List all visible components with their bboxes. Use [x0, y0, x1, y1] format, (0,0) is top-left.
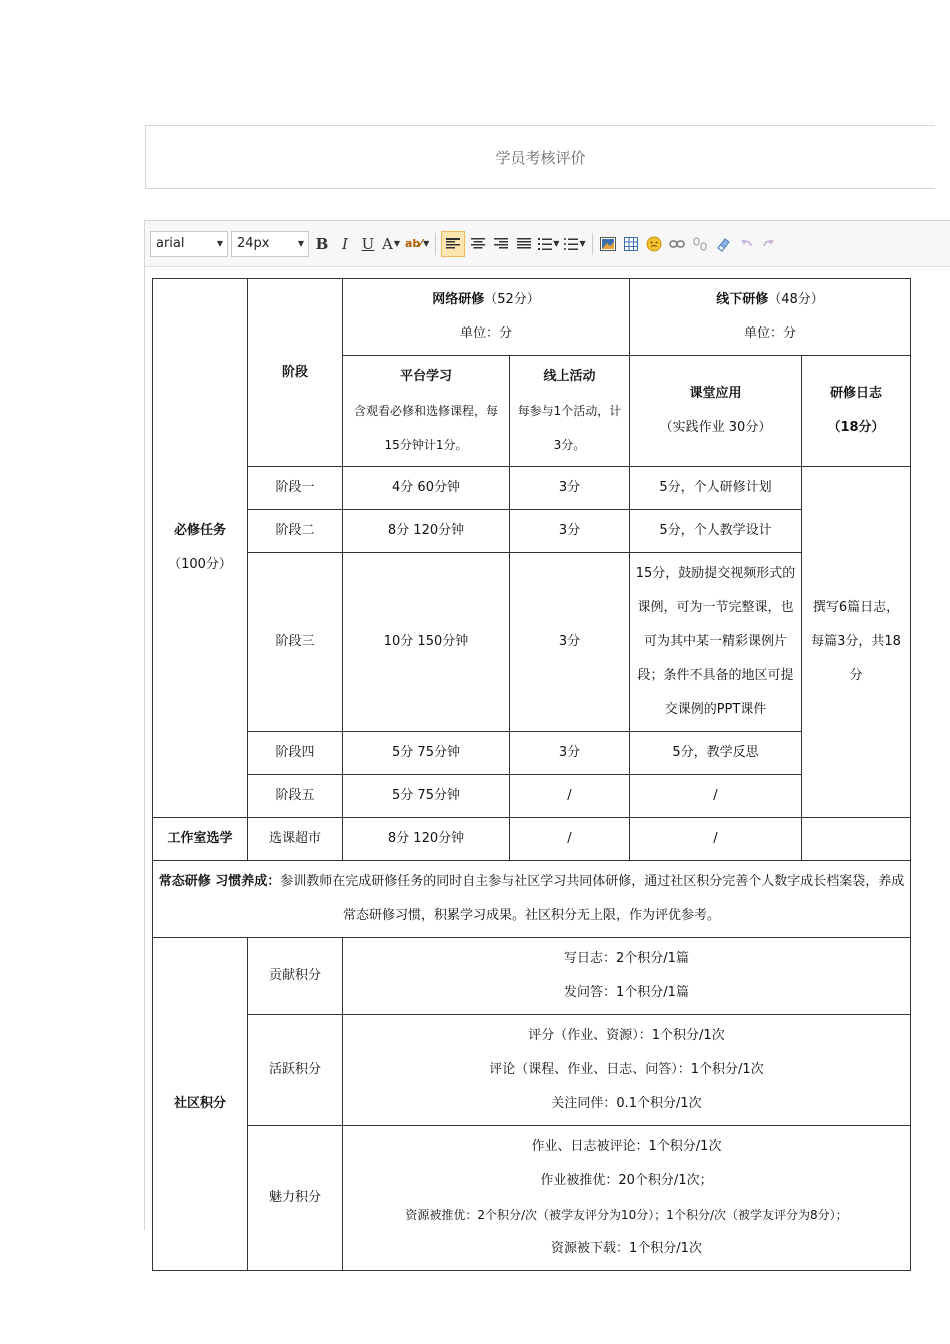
clear-format-button[interactable]: [713, 231, 733, 257]
table-row: [153, 1015, 911, 1126]
community-rule: 评分（作业、资源）：1个积分/1次: [528, 1028, 725, 1043]
online-title: 线上活动: [543, 369, 596, 384]
studio-online: /: [510, 818, 630, 861]
emoticon-icon: [646, 236, 662, 252]
community-type: 活跃积分: [248, 1015, 343, 1126]
offline-points: （48分）: [768, 292, 824, 307]
stage-platform: 8分 120分钟: [343, 510, 510, 553]
offline-unit: 单位：分: [743, 326, 796, 341]
stage-classroom: /: [630, 775, 802, 818]
align-justify-icon: [517, 238, 531, 250]
undo-button[interactable]: [736, 231, 756, 257]
classroom-desc: （实践作业 30分）: [659, 420, 772, 435]
page-title: 学员考核评价: [145, 125, 935, 189]
font-family-value: arial: [156, 236, 185, 251]
required-task-cell: [153, 279, 248, 818]
align-right-icon: [494, 238, 508, 250]
stage-name: 阶段三: [248, 553, 343, 732]
link-icon: [669, 238, 685, 250]
community-rule: 写日志：2个积分/1篇: [564, 951, 689, 966]
unlink-icon: [693, 237, 707, 251]
community-rule: 发问答：1个积分/1篇: [564, 985, 689, 1000]
font-color-button[interactable]: A ▼: [382, 234, 400, 253]
community-rule: 作业、日志被评论：1个积分/1次: [531, 1139, 722, 1154]
stage-platform: 4分 60分钟: [343, 467, 510, 510]
italic-button[interactable]: I: [342, 234, 348, 253]
align-center-button[interactable]: [468, 231, 488, 257]
network-title: 网络研修: [432, 292, 485, 307]
community-type: 贡献积分: [248, 938, 343, 1015]
community-label: 社区积分: [153, 938, 248, 1271]
network-points: （52分）: [484, 292, 540, 307]
emoticon-button[interactable]: [644, 231, 664, 257]
table-row: [153, 510, 911, 553]
align-left-button[interactable]: [441, 231, 465, 257]
font-family-select[interactable]: [150, 231, 228, 257]
stage-name: 阶段五: [248, 775, 343, 818]
highlight-button[interactable]: ab⁄ ▼: [405, 237, 430, 250]
editor-toolbar: [145, 221, 950, 267]
highlight-icon: ab⁄: [405, 237, 423, 250]
align-right-button[interactable]: [491, 231, 511, 257]
align-center-icon: [471, 238, 485, 250]
routine-desc: 参训教师在完成研修任务的同时自主参与社区学习共同体研修，通过社区积分完善个人数字成长档案袋，养成常态研修习惯，积累学习成果。社区积分无上限，作为评优参考。: [280, 874, 905, 923]
table-icon: [624, 237, 638, 251]
stage-online: 3分: [510, 467, 630, 510]
eraser-icon: [715, 236, 731, 252]
table-row: [153, 553, 911, 732]
diary-title: 研修日志: [829, 386, 882, 401]
stage-classroom: 15分，鼓励提交视频形式的课例，可为一节完整课，也可为其中某一精彩课例片段；条件不具备的地区可提交课例的PPT课件: [630, 553, 802, 732]
table-row: [153, 467, 911, 510]
table-row: [153, 775, 911, 818]
studio-label: 工作室选学: [153, 818, 248, 861]
network-unit: 单位：分: [459, 326, 512, 341]
community-rule: 作业被推优：20个积分/1次；: [540, 1173, 713, 1188]
studio-classroom: /: [630, 818, 802, 861]
stage-name: 阶段二: [248, 510, 343, 553]
unordered-list-button[interactable]: ▼: [563, 231, 586, 257]
stage-name: 阶段一: [248, 467, 343, 510]
required-label: 必修任务: [173, 523, 226, 538]
platform-header: [343, 356, 510, 467]
image-icon: [600, 237, 616, 251]
platform-title: 平台学习: [399, 369, 452, 384]
insert-image-button[interactable]: [598, 231, 618, 257]
bold-button[interactable]: B: [315, 234, 329, 253]
table-row: [153, 938, 911, 1015]
offline-title: 线下研修: [716, 292, 769, 307]
offline-header: [630, 279, 911, 356]
redo-icon: [762, 237, 776, 251]
table-row: [153, 818, 911, 861]
community-rule: 资源被下载：1个积分/1次: [551, 1241, 702, 1256]
table-row: [153, 861, 911, 938]
stage-online: /: [510, 775, 630, 818]
diary-header: [802, 356, 911, 467]
classroom-title: 课堂应用: [689, 386, 742, 401]
routine-title: 常态研修 习惯养成：: [158, 874, 281, 889]
stage-name: 阶段四: [248, 732, 343, 775]
ordered-list-button[interactable]: ▼: [537, 231, 560, 257]
stage-online: 3分: [510, 510, 630, 553]
studio-stage: 选课超市: [248, 818, 343, 861]
stage-classroom: 5分，个人研修计划: [630, 467, 802, 510]
studio-platform: 8分 120分钟: [343, 818, 510, 861]
community-rule: 评论（课程、作业、日志、问答）：1个积分/1次: [489, 1062, 764, 1077]
stage-platform: 5分 75分钟: [343, 732, 510, 775]
routine-cell: [153, 861, 911, 938]
stage-online: 3分: [510, 732, 630, 775]
platform-desc: 含观看必修和选修课程，每15分钟计1分。: [353, 404, 498, 452]
community-rules: [343, 938, 911, 1015]
ordered-list-icon: [538, 238, 552, 250]
community-rules: [343, 1015, 911, 1126]
insert-link-button[interactable]: [667, 231, 687, 257]
unordered-list-icon: [564, 238, 578, 250]
online-header: [510, 356, 630, 467]
toolbar-divider: [435, 233, 436, 255]
stage-platform: 10分 150分钟: [343, 553, 510, 732]
assessment-table: [152, 278, 911, 1271]
stage-online: 3分: [510, 553, 630, 732]
redo-button[interactable]: [759, 231, 779, 257]
unlink-button[interactable]: [690, 231, 710, 257]
undo-icon: [739, 237, 753, 251]
community-rules: [343, 1126, 911, 1271]
insert-table-button[interactable]: [621, 231, 641, 257]
diary-desc: 撰写6篇日志，每篇3分，共18分: [802, 467, 911, 818]
stage-header: 阶段: [248, 279, 343, 467]
stage-platform: 5分 75分钟: [343, 775, 510, 818]
stage-classroom: 5分，个人教学设计: [630, 510, 802, 553]
required-points: （100分）: [168, 557, 232, 572]
network-header: [343, 279, 630, 356]
classroom-header: [630, 356, 802, 467]
studio-diary: [802, 818, 911, 861]
chevron-down-icon: ▼: [216, 239, 223, 248]
font-color-icon: A: [382, 234, 393, 253]
diary-points: （18分）: [827, 420, 885, 435]
chevron-down-icon: ▼: [297, 239, 304, 248]
community-rule: 关注同伴：0.1个积分/1次: [551, 1096, 702, 1111]
table-row: [153, 732, 911, 775]
online-desc: 每参与1个活动，计3分。: [517, 404, 622, 452]
toolbar-divider: [592, 233, 593, 255]
align-justify-button[interactable]: [514, 231, 534, 257]
font-size-select[interactable]: [231, 231, 309, 257]
underline-button[interactable]: U: [361, 234, 375, 253]
align-left-icon: [446, 238, 460, 250]
community-type: 魅力积分: [248, 1126, 343, 1271]
font-size-value: 24px: [237, 236, 270, 251]
community-rule: 资源被推优：2个积分/次（被学友评分为10分）；1个积分/次（被学友评分为8分）；: [405, 1208, 848, 1222]
stage-classroom: 5分，教学反思: [630, 732, 802, 775]
table-row: [153, 1126, 911, 1271]
